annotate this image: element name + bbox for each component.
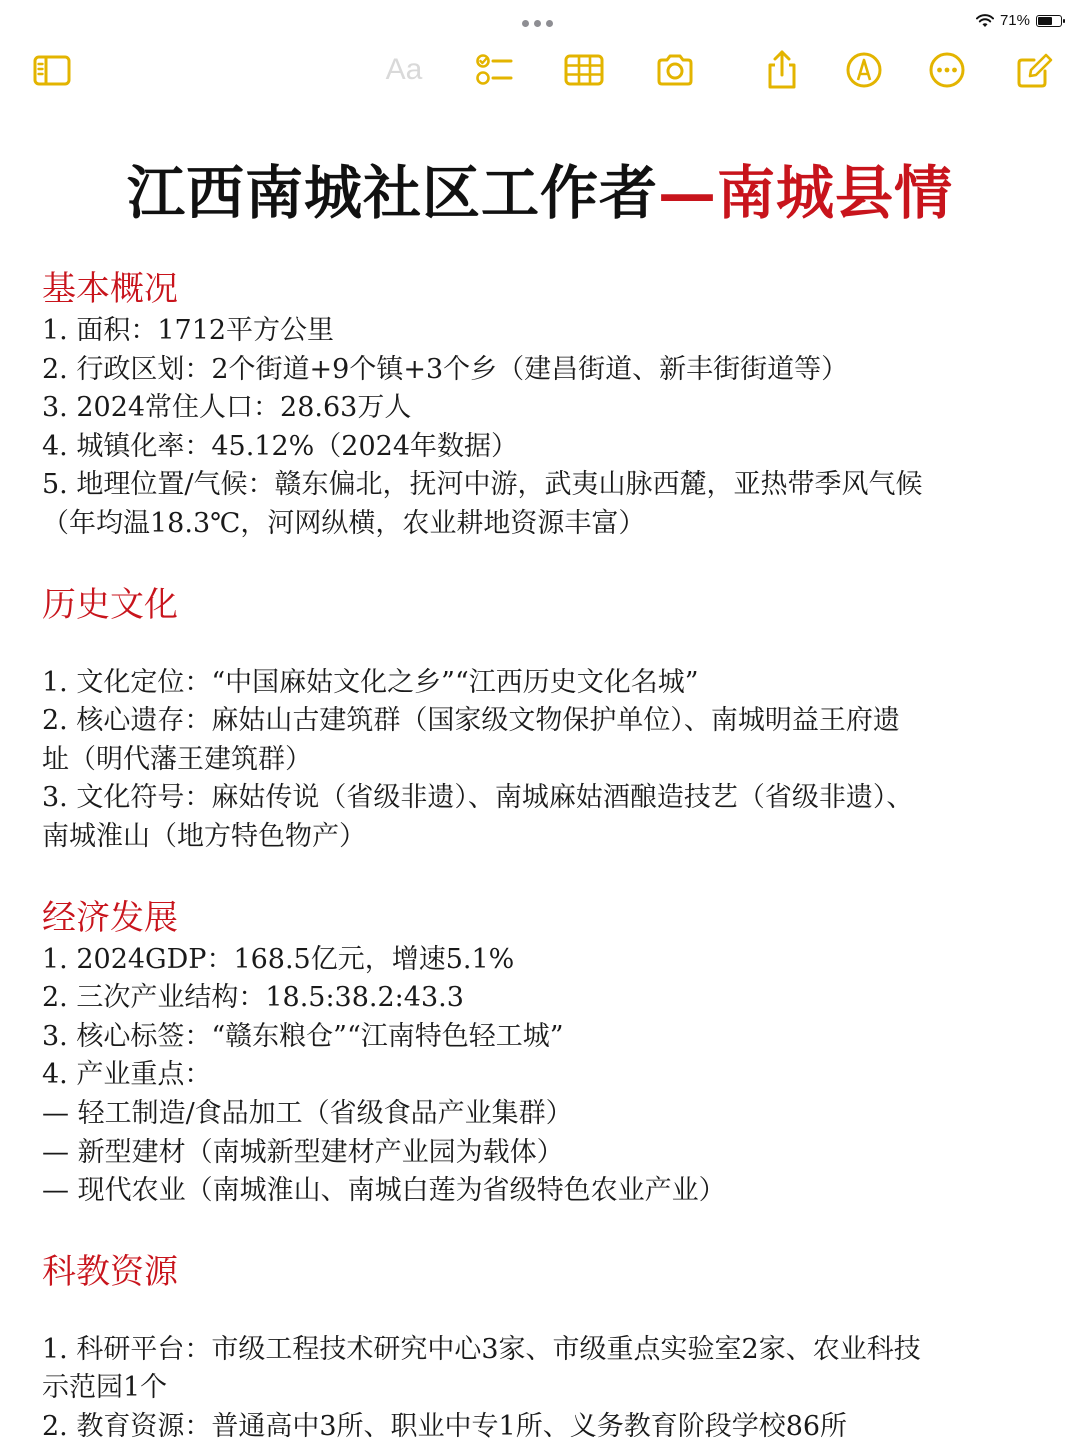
section-basic-overview bbox=[42, 266, 1038, 544]
section-heading: 历史文化 bbox=[42, 584, 178, 625]
text-line: 1. 面积：1712平方公里 bbox=[42, 315, 335, 346]
format-button[interactable] bbox=[380, 46, 428, 94]
text-line: 1. 2024GDP：168.5亿元，增速5.1% bbox=[42, 943, 515, 975]
section-economy bbox=[42, 895, 1038, 1211]
text-line: 3. 核心标签：“赣东粮仓”“江南特色轻工城” bbox=[42, 1020, 564, 1052]
compose-icon bbox=[1013, 49, 1055, 91]
text-line: — 新型建材（南城新型建材产业园为载体） bbox=[42, 1136, 564, 1168]
text-line: 3. 文化符号：麻姑传说（省级非遗）、南城麻姑酒酿造技艺（省级非遗）、 bbox=[42, 782, 914, 814]
section-heading: 经济发展 bbox=[42, 897, 178, 938]
section-science-education bbox=[42, 1249, 1038, 1446]
sidebar-icon bbox=[31, 49, 73, 91]
text-line: 2. 三次产业结构：18.5:38.2:43.3 bbox=[42, 982, 464, 1014]
markup-icon bbox=[843, 49, 885, 91]
share-button[interactable] bbox=[758, 46, 806, 94]
checklist-icon bbox=[473, 49, 515, 91]
text-line: 3. 2024常住人口：28.63万人 bbox=[42, 392, 412, 424]
section-heading: 科教资源 bbox=[42, 1251, 178, 1292]
section-heading: 基本概况 bbox=[42, 269, 178, 309]
battery-percent: 71% bbox=[999, 12, 1030, 29]
section-history-culture bbox=[42, 582, 1038, 857]
text-line: — 轻工制造/食品加工（省级食品产业集群） bbox=[42, 1097, 573, 1129]
markup-button[interactable] bbox=[840, 46, 888, 94]
status-indicators bbox=[976, 12, 1062, 29]
text-line: 2. 核心遗存：麻姑山古建筑群（国家级文物保护单位）、南城明益王府遗 bbox=[42, 705, 900, 737]
camera-button[interactable] bbox=[651, 46, 699, 94]
table-icon bbox=[563, 49, 605, 91]
note-title-accent: —南城县情 bbox=[658, 159, 954, 227]
text-line: （年均温18.3℃，河网纵横，农业耕地资源丰富） bbox=[42, 507, 646, 539]
more-button[interactable] bbox=[923, 46, 971, 94]
text-line: 5. 地理位置/气候：赣东偏北，抚河中游，武夷山脉西麓，亚热带季风气候 bbox=[42, 469, 923, 501]
spacer bbox=[42, 628, 1038, 664]
note-title-main: 江西南城社区工作者 bbox=[126, 159, 658, 227]
checklist-button[interactable] bbox=[470, 46, 518, 94]
more-icon bbox=[926, 49, 968, 91]
camera-icon bbox=[654, 49, 696, 91]
compose-button[interactable] bbox=[1010, 46, 1058, 94]
battery-icon bbox=[1036, 15, 1062, 27]
text-line: 1. 科研平台：市级工程技术研究中心3家、市级重点实验室2家、农业科技 bbox=[42, 1333, 921, 1365]
text-line: 1. 文化定位：“中国麻姑文化之乡”“江西历史文化名城” bbox=[42, 666, 699, 698]
table-button[interactable] bbox=[560, 46, 608, 94]
sidebar-button[interactable] bbox=[28, 46, 76, 94]
text-line: 4. 产业重点： bbox=[42, 1059, 212, 1091]
spacer bbox=[42, 857, 1038, 895]
text-line: 南城淮山（地方特色物产） bbox=[42, 820, 366, 852]
note-title[interactable] bbox=[0, 146, 1080, 230]
text-line: 2. 教育资源：普通高中3所、职业中专1所、义务教育阶段学校86所 bbox=[42, 1410, 848, 1442]
share-icon bbox=[761, 49, 803, 91]
text-line: 2. 行政区划：2个街道+9个镇+3个乡（建昌街道、新丰街街道等） bbox=[42, 353, 849, 385]
dot bbox=[522, 20, 529, 27]
text-line: 址（明代藩王建筑群） bbox=[42, 743, 312, 775]
multitasking-dots[interactable] bbox=[522, 20, 553, 27]
text-line: — 现代农业（南城淮山、南城白莲为省级特色农业产业） bbox=[42, 1175, 726, 1207]
dot bbox=[534, 20, 541, 27]
battery-fill bbox=[1038, 17, 1052, 25]
spacer bbox=[42, 1295, 1038, 1331]
note-body[interactable] bbox=[42, 266, 1038, 1446]
wifi-icon bbox=[976, 14, 994, 28]
notes-toolbar bbox=[0, 46, 1080, 98]
text-line: 示范园1个 bbox=[42, 1372, 168, 1404]
dot bbox=[546, 20, 553, 27]
spacer bbox=[42, 544, 1038, 582]
status-bar bbox=[0, 0, 1080, 44]
spacer bbox=[42, 1211, 1038, 1249]
format-label: Aa bbox=[385, 53, 423, 86]
text-line: 4. 城镇化率：45.12%（2024年数据） bbox=[42, 430, 519, 462]
